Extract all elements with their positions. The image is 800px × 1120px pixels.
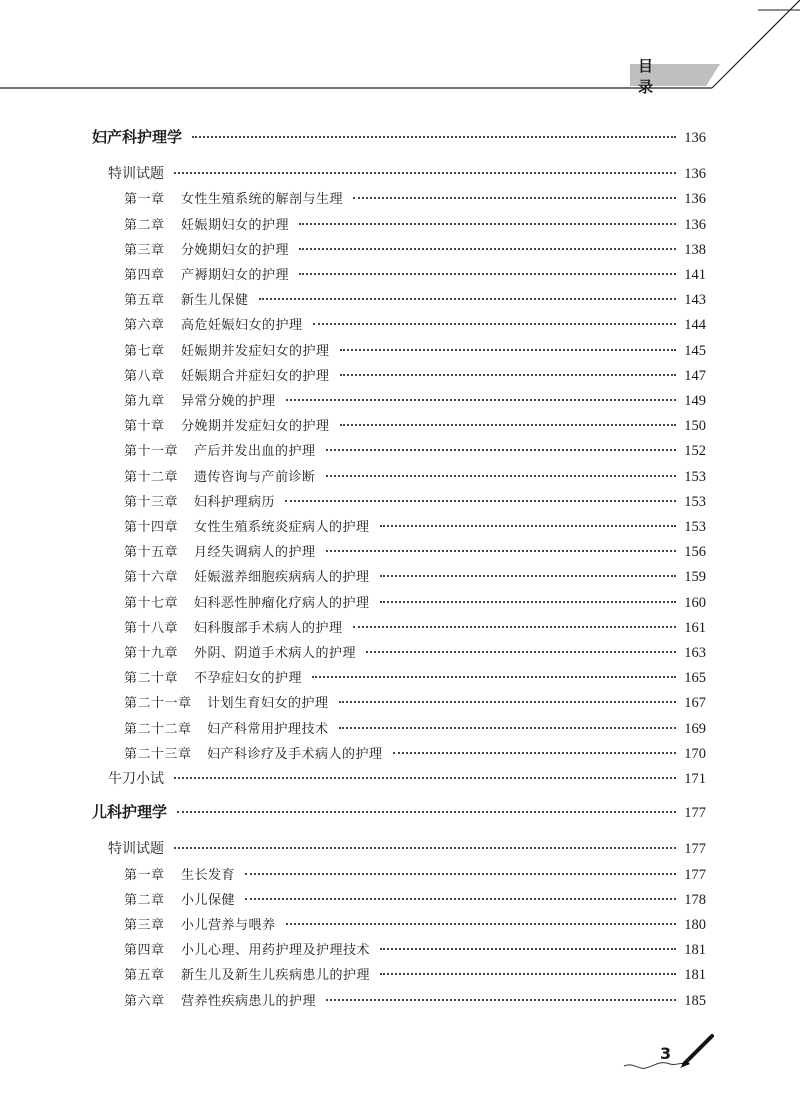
- toc-chapter-entry[interactable]: [124, 692, 706, 712]
- chapter-number: 第三章: [124, 918, 165, 933]
- entry-label: [92, 126, 182, 147]
- entry-label: [124, 314, 303, 333]
- entry-page-number: 136: [684, 191, 706, 208]
- chapter-number: 第二十三章: [124, 746, 192, 762]
- chapter-number: 第二十一章: [124, 696, 192, 712]
- chapter-number: 第五章: [124, 968, 165, 984]
- toc-chapter-entry[interactable]: [124, 340, 706, 360]
- entry-page-number: 180: [684, 917, 706, 933]
- chapter-number: 第九章: [124, 394, 165, 409]
- chapter-number: 第六章: [124, 318, 165, 334]
- entry-page-number: 177: [684, 805, 706, 822]
- chapter-title: 新生儿保健: [181, 293, 249, 309]
- entry-page-number: 143: [684, 292, 706, 309]
- entry-label: [124, 864, 235, 883]
- entry-page-number: 150: [684, 418, 706, 435]
- entry-page-number: 171: [684, 771, 706, 787]
- entry-page-number: 144: [684, 317, 706, 334]
- chapter-number: 第二章: [124, 892, 165, 908]
- chapter-title: 妊娠期妇女的护理: [181, 217, 290, 233]
- entry-label: [124, 516, 370, 535]
- toc-chapter-entry[interactable]: [124, 239, 706, 259]
- chapter-number: 第十六章: [124, 570, 179, 586]
- page-number: 3: [660, 1044, 672, 1063]
- dot-leader: [285, 500, 676, 502]
- subsection-title: 牛刀小试: [108, 771, 164, 787]
- toc-chapter-entry[interactable]: [124, 617, 706, 637]
- entry-page-number: 153: [684, 519, 706, 535]
- entry-page-number: 185: [684, 992, 706, 1009]
- entry-label: [124, 642, 356, 661]
- entry-label: [124, 390, 276, 409]
- entry-label: [124, 889, 235, 908]
- toc-chapter-entry[interactable]: [124, 667, 706, 687]
- entry-page-number: 177: [684, 841, 706, 858]
- entry-page-number: 136: [684, 216, 706, 233]
- dot-leader: [340, 349, 677, 351]
- toc-chapter-entry[interactable]: [124, 289, 706, 309]
- entry-page-number: 152: [684, 443, 706, 460]
- dot-leader: [380, 973, 676, 975]
- toc-chapter-entry[interactable]: [124, 592, 706, 612]
- chapter-number: 第六章: [124, 993, 165, 1009]
- entry-label: [124, 566, 370, 585]
- toc-chapter-entry[interactable]: [124, 566, 706, 586]
- dot-leader: [192, 136, 676, 138]
- chapter-number: 第十一章: [124, 444, 179, 460]
- entry-label: [124, 214, 289, 233]
- subsection-title: 特训试题: [108, 841, 164, 858]
- chapter-number: 第三章: [124, 242, 165, 258]
- entry-page-number: 147: [684, 367, 706, 384]
- chapter-number: 第十章: [124, 419, 165, 435]
- chapter-number: 第二十章: [124, 671, 179, 687]
- chapter-number: 第十三章: [124, 494, 179, 510]
- dot-leader: [174, 847, 676, 849]
- toc-chapter-entry[interactable]: [124, 314, 706, 334]
- toc-chapter-entry[interactable]: [124, 990, 706, 1010]
- chapter-title: 分娩期妇女的护理: [181, 242, 290, 258]
- dot-leader: [259, 298, 677, 300]
- toc-chapter-entry[interactable]: [124, 864, 706, 884]
- toc-chapter-entry[interactable]: [124, 914, 706, 934]
- toc-chapter-entry[interactable]: [124, 415, 706, 435]
- entry-label: [124, 188, 343, 207]
- dot-leader: [366, 651, 676, 653]
- entry-label: [124, 964, 370, 983]
- chapter-title: 生长发育: [181, 867, 236, 883]
- chapter-number: 第四章: [124, 943, 165, 959]
- dot-leader: [326, 550, 677, 552]
- entry-page-number: 136: [684, 166, 706, 183]
- entry-label: [108, 768, 164, 788]
- entry-label: [124, 743, 383, 762]
- dot-leader: [339, 727, 677, 729]
- dot-leader: [286, 399, 677, 401]
- chapter-title: 营养性疾病患儿的护理: [181, 993, 317, 1009]
- entry-page-number: 169: [684, 720, 706, 737]
- dot-leader: [177, 811, 676, 813]
- section-title: 儿科护理学: [92, 803, 168, 822]
- toc-chapter-entry[interactable]: [124, 964, 706, 984]
- dot-leader: [353, 626, 677, 628]
- entry-page-number: 161: [684, 619, 706, 636]
- entry-label: [124, 667, 302, 686]
- chapter-number: 第十二章: [124, 469, 179, 485]
- dot-leader: [340, 424, 677, 426]
- entry-label: [124, 239, 289, 258]
- entry-label: [124, 617, 343, 636]
- entry-label: [124, 990, 316, 1009]
- toc-chapter-entry[interactable]: [124, 214, 706, 234]
- entry-label: [124, 491, 275, 510]
- entry-page-number: 156: [684, 544, 706, 561]
- chapter-number: 第十五章: [124, 545, 179, 561]
- toc-chapter-entry[interactable]: [124, 365, 706, 385]
- dot-leader: [380, 948, 676, 950]
- chapter-number: 第二十二章: [124, 721, 192, 737]
- chapter-title: 遗传咨询与产前诊断: [194, 469, 316, 485]
- chapter-number: 第十八章: [124, 620, 179, 636]
- toc-header-title: 目 录: [638, 57, 697, 96]
- entry-label: [124, 939, 370, 958]
- entry-label: [124, 592, 370, 611]
- entry-page-number: 163: [684, 645, 706, 661]
- chapter-number: 第十七章: [124, 595, 179, 611]
- chapter-number: 第五章: [124, 293, 165, 309]
- toc-chapter-entry[interactable]: [124, 889, 706, 909]
- entry-label: [124, 692, 329, 711]
- entry-label: [124, 340, 330, 359]
- entry-page-number: 136: [684, 130, 706, 146]
- chapter-title: 妊娠期合并症妇女的护理: [181, 368, 330, 384]
- entry-label: [92, 801, 167, 822]
- chapter-title: 小儿心理、用药护理及护理技术: [181, 943, 371, 959]
- chapter-number: 第八章: [124, 368, 165, 384]
- dot-leader: [245, 873, 676, 875]
- entry-page-number: 177: [684, 866, 706, 883]
- toc-chapter-entry[interactable]: [124, 541, 706, 561]
- chapter-number: 第四章: [124, 268, 165, 283]
- dot-leader: [326, 449, 677, 451]
- chapter-title: 异常分娩的护理: [181, 394, 276, 409]
- entry-page-number: 165: [684, 670, 706, 687]
- entry-page-number: 181: [684, 967, 706, 984]
- toc-chapter-entry[interactable]: [124, 491, 706, 511]
- dot-leader: [299, 273, 676, 275]
- entry-label: [124, 289, 249, 308]
- dot-leader: [326, 475, 677, 477]
- entry-page-number: 160: [684, 594, 706, 611]
- entry-label: [108, 163, 164, 183]
- chapter-title: 高危妊娠妇女的护理: [181, 318, 303, 334]
- chapter-number: 第一章: [124, 192, 165, 208]
- toc-subsection-entry[interactable]: [108, 163, 706, 183]
- entry-label: [124, 440, 316, 459]
- subsection-title: 特训试题: [108, 166, 164, 183]
- dot-leader: [312, 676, 676, 678]
- dot-leader: [340, 374, 677, 376]
- dot-leader: [313, 323, 677, 325]
- chapter-title: 月经失调病人的护理: [194, 545, 316, 561]
- toc-chapter-entry[interactable]: [124, 516, 706, 536]
- chapter-title: 女性生殖系统炎症病人的护理: [194, 520, 370, 535]
- toc-section-entry[interactable]: [92, 801, 706, 822]
- entry-page-number: 141: [684, 267, 706, 283]
- toc-chapter-entry[interactable]: [124, 440, 706, 460]
- dot-leader: [353, 197, 676, 199]
- entry-label: [124, 415, 330, 434]
- chapter-title: 妇产科常用护理技术: [207, 721, 329, 737]
- toc-section-entry[interactable]: [92, 126, 706, 147]
- entry-page-number: 167: [684, 695, 706, 712]
- section-title: 妇产科护理学: [92, 128, 183, 146]
- dot-leader: [326, 999, 676, 1001]
- entry-page-number: 138: [684, 241, 706, 258]
- dot-leader: [380, 525, 677, 527]
- dot-leader: [299, 223, 676, 225]
- chapter-title: 小儿营养与喂养: [181, 918, 276, 933]
- chapter-title: 产后并发出血的护理: [194, 444, 316, 460]
- dot-leader: [299, 248, 676, 250]
- entry-label: [124, 718, 329, 737]
- entry-label: [124, 466, 316, 485]
- entry-page-number: 159: [684, 569, 706, 586]
- chapter-title: 女性生殖系统的解剖与生理: [181, 192, 344, 208]
- entry-page-number: 153: [684, 468, 706, 485]
- entry-page-number: 178: [684, 891, 706, 908]
- chapter-title: 小儿保健: [181, 892, 236, 908]
- entry-page-number: 145: [684, 342, 706, 359]
- chapter-number: 第二章: [124, 217, 165, 233]
- dot-leader: [380, 601, 677, 603]
- entry-label: [124, 264, 289, 283]
- toc-subsection-entry[interactable]: [108, 768, 706, 788]
- dot-leader: [174, 172, 676, 174]
- page-header: [0, 0, 800, 110]
- chapter-title: 妇科护理病历: [194, 494, 276, 510]
- chapter-title: 妊娠滋养细胞疾病病人的护理: [194, 570, 370, 586]
- entry-page-number: 153: [684, 493, 706, 510]
- chapter-title: 妇科恶性肿瘤化疗病人的护理: [194, 595, 370, 611]
- entry-page-number: 170: [684, 745, 706, 762]
- chapter-title: 妊娠期并发症妇女的护理: [181, 343, 330, 359]
- chapter-title: 不孕症妇女的护理: [194, 671, 303, 687]
- dot-leader: [286, 923, 677, 925]
- chapter-title: 妇科腹部手术病人的护理: [194, 620, 343, 636]
- chapter-title: 分娩期并发症妇女的护理: [181, 419, 330, 435]
- dot-leader: [380, 575, 677, 577]
- dot-leader: [339, 701, 677, 703]
- toc-chapter-entry[interactable]: [124, 390, 706, 410]
- toc-chapter-entry[interactable]: [124, 743, 706, 763]
- toc-chapter-entry[interactable]: [124, 718, 706, 738]
- chapter-title: 计划生育妇女的护理: [207, 696, 329, 712]
- toc-subsection-entry[interactable]: [108, 838, 706, 858]
- dot-leader: [393, 752, 677, 754]
- chapter-title: 外阴、阴道手术病人的护理: [194, 646, 357, 661]
- chapter-number: 第十九章: [124, 646, 179, 661]
- toc-chapter-entry[interactable]: [124, 642, 706, 662]
- chapter-number: 第七章: [124, 343, 165, 359]
- chapter-title: 妇产科诊疗及手术病人的护理: [207, 746, 383, 762]
- entry-label: [124, 365, 330, 384]
- chapter-number: 第十四章: [124, 520, 179, 535]
- toc-chapter-entry[interactable]: [124, 466, 706, 486]
- chapter-number: 第一章: [124, 867, 165, 883]
- toc-chapter-entry[interactable]: [124, 939, 706, 959]
- chapter-title: 新生儿及新生儿疾病患儿的护理: [181, 968, 371, 984]
- entry-page-number: 181: [684, 942, 706, 959]
- chapter-title: 产褥期妇女的护理: [181, 268, 290, 283]
- entry-label: [108, 838, 164, 858]
- toc-chapter-entry[interactable]: [124, 188, 706, 208]
- entry-page-number: 149: [684, 393, 706, 409]
- entry-label: [124, 541, 316, 560]
- toc-chapter-entry[interactable]: [124, 264, 706, 284]
- entry-label: [124, 914, 276, 933]
- dot-leader: [174, 777, 676, 779]
- dot-leader: [245, 898, 676, 900]
